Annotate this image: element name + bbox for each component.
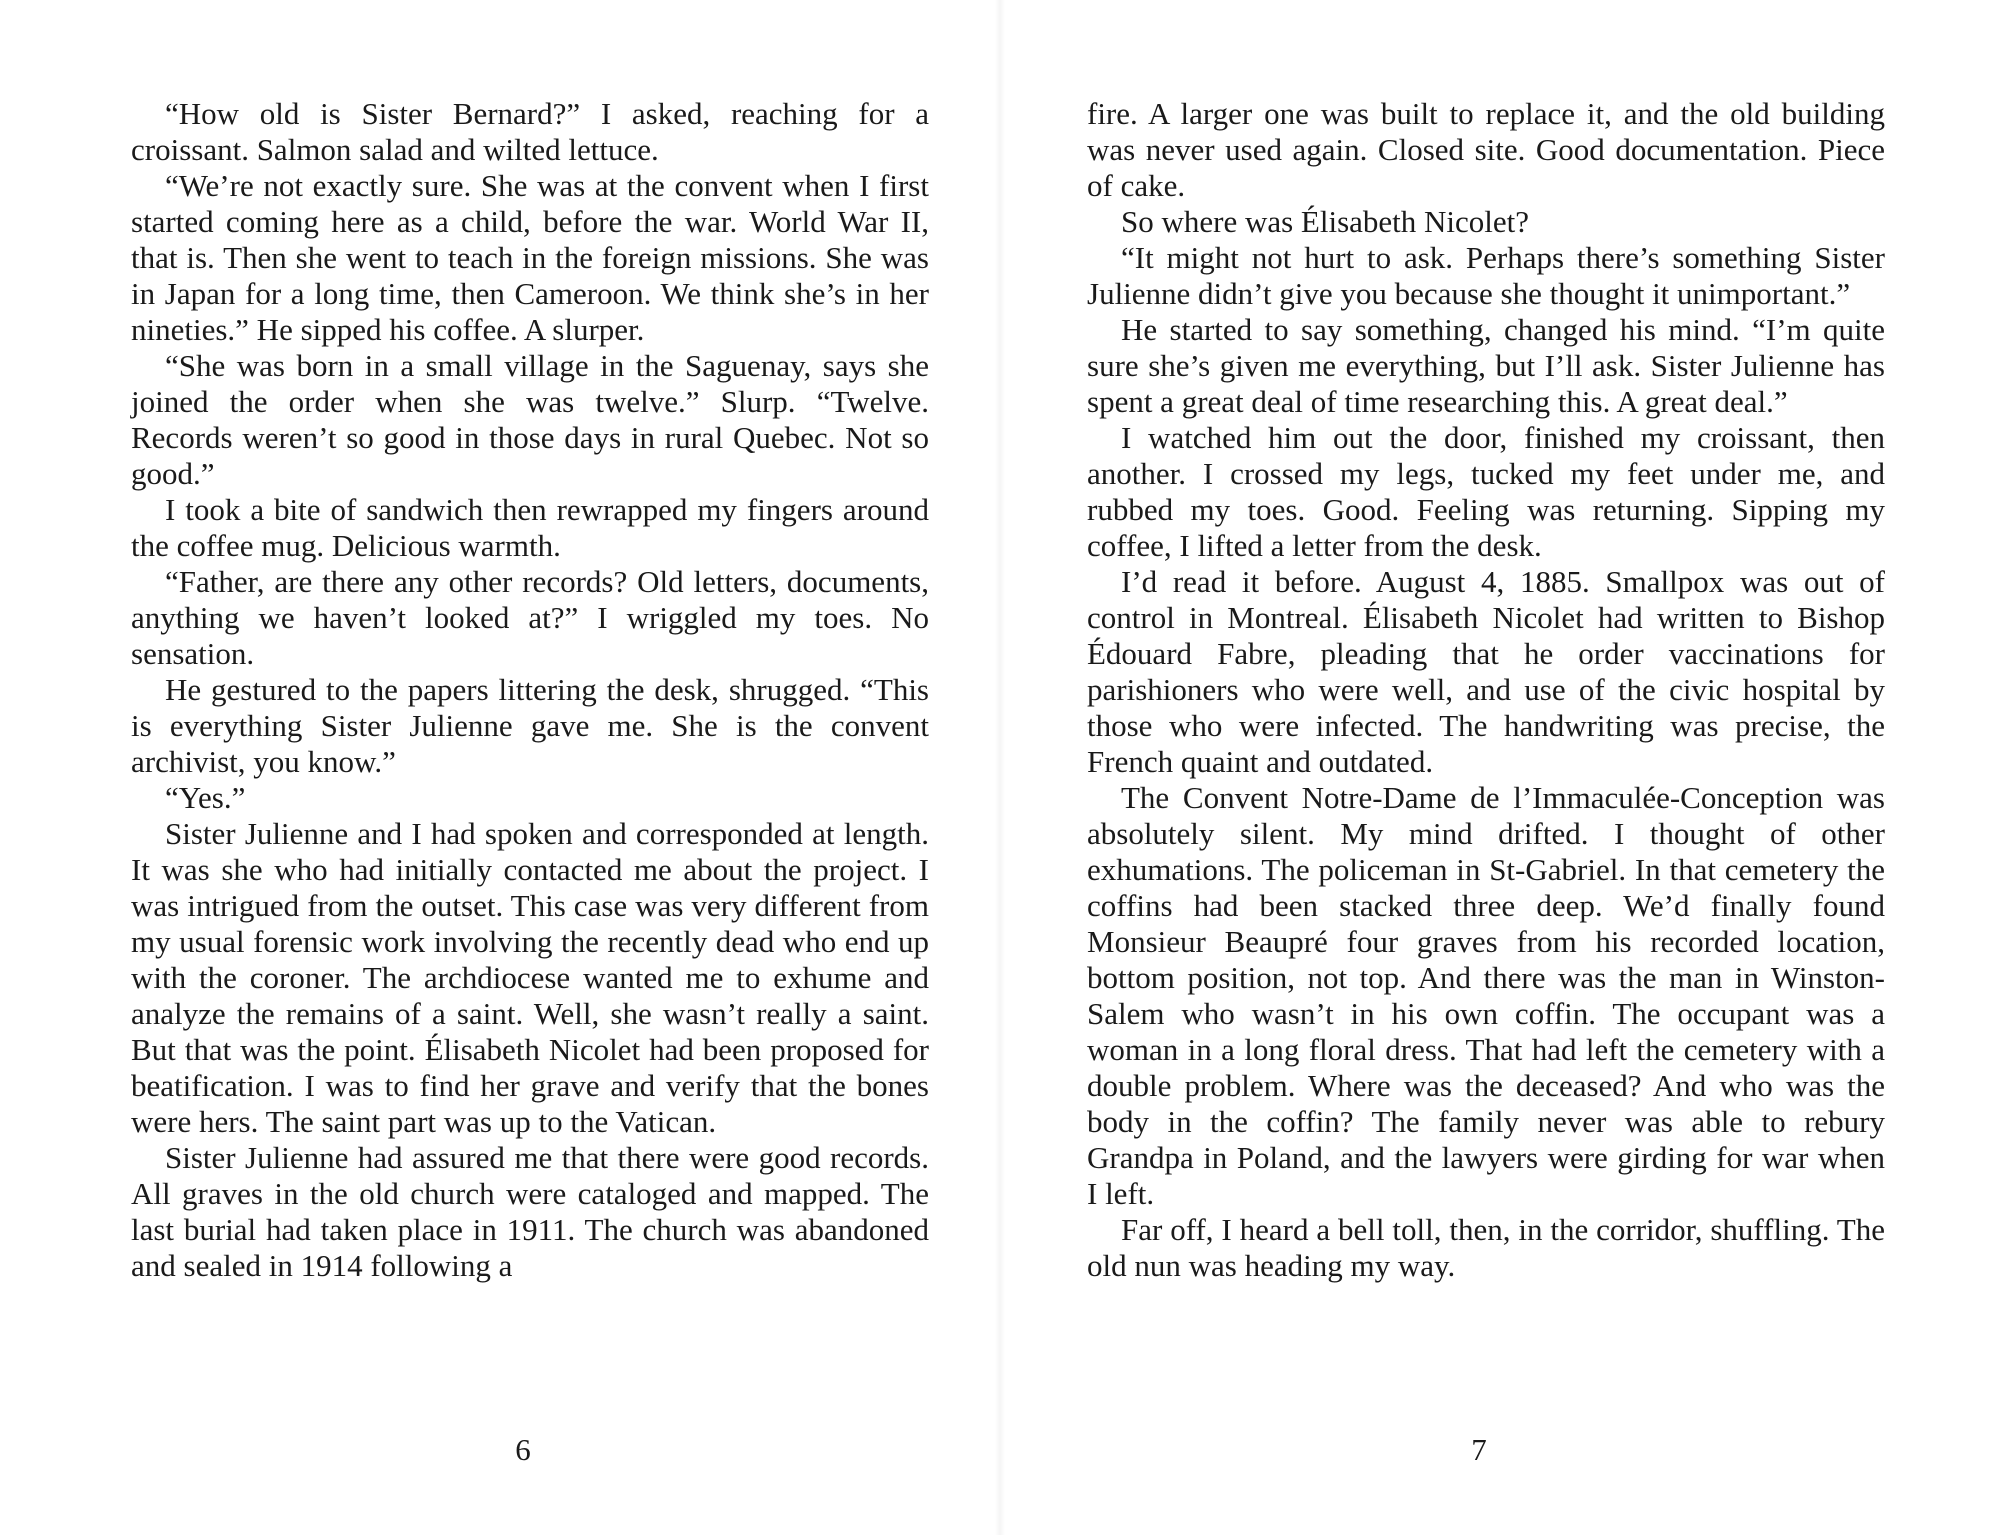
left-paragraph-2: “We’re not exactly sure. She was at the convent when I first started coming here as a child, before the war. World War II, that is. Then she went to teach in the foreign missions. She was in Japan for a long time, then Cameroon. We think she’s in her nineties.” He sipped his coffee. A slurper. <box>131 168 929 347</box>
left-paragraph-8: Sister Julienne and I had spoken and corresponded at length. It was she who had initially contacted me about the project. I was intrigued from the outset. This case was very different from my usual forensic work involving the recently dead who end up with the coroner. The archdiocese wanted me to exhume and analyze the remains of a saint. Well, she wasn’t really a saint. But that was the point. Élisabeth Nicolet had been proposed for beatification. I was to find her grave and verify that the bones were hers. The saint part was up to the Vatican. <box>131 816 929 1139</box>
gutter <box>995 0 1005 1535</box>
right-page-number: 7 <box>1471 1432 1487 1467</box>
left-paragraph-1: “How old is Sister Bernard?” I asked, reaching for a croissant. Salmon salad and wilted lettuce. <box>131 96 929 167</box>
left-paragraph-9: Sister Julienne had assured me that there were good records. All graves in the old church were cataloged and mapped. The last burial had taken place in 1911. The church was abandoned and sealed in 1914 following a <box>131 1140 929 1283</box>
right-paragraph-5: I watched him out the door, finished my croissant, then another. I crossed my legs, tucked my feet under me, and rubbed my toes. Good. Feeling was returning. Sipping my coffee, I lifted a letter from the desk. <box>1087 420 1885 563</box>
right-paragraph-6: I’d read it before. August 4, 1885. Smallpox was out of control in Montreal. Élisabeth Nicolet had written to Bishop Édouard Fabre, pleading that he order vaccinations for parishioners who were well, and use of the civic hospital by those who were infected. The handwriting was precise, the French quaint and outdated. <box>1087 564 1885 779</box>
right-paragraph-8: Far off, I heard a bell toll, then, in the corridor, shuffling. The old nun was heading my way. <box>1087 1212 1885 1283</box>
left-paragraph-5: “Father, are there any other records? Old letters, documents, anything we haven’t looked at?” I wriggled my toes. No sensation. <box>131 564 929 671</box>
right-page <box>1087 96 1885 1284</box>
left-paragraph-6: He gestured to the papers littering the desk, shrugged. “This is everything Sister Julienne gave me. She is the convent archivist, you know.” <box>131 672 929 779</box>
right-paragraph-4: He started to say something, changed his mind. “I’m quite sure she’s given me everything, but I’ll ask. Sister Julienne has spent a great deal of time researching this. A great deal.” <box>1087 312 1885 419</box>
left-paragraph-3: “She was born in a small village in the Saguenay, says she joined the order when she was twelve.” Slurp. “Twelve. Records weren’t so good in those days in rural Quebec. Not so good.” <box>131 348 929 491</box>
left-paragraph-7: “Yes.” <box>165 780 246 815</box>
right-paragraph-7: The Convent Notre-Dame de l’Immaculée-Conception was absolutely silent. My mind drifted. I thought of other exhumations. The policeman in St-Gabriel. In that cemetery the coffins had been stacked three deep. We’d finally found Monsieur Beaupré four graves from his recorded location, bottom position, not top. And there was the man in Winston-Salem who wasn’t in his own coffin. The occupant was a woman in a long floral dress. That had left the cemetery with a double problem. Where was the deceased? And who was the body in the coffin? The family never was able to rebury Grandpa in Poland, and the lawyers were girding for war when I left. <box>1087 780 1885 1211</box>
left-paragraph-4: I took a bite of sandwich then rewrapped my fingers around the coffee mug. Delicious warmth. <box>131 492 929 563</box>
right-paragraph-2: So where was Élisabeth Nicolet? <box>1121 204 1530 239</box>
left-page-number: 6 <box>515 1432 531 1467</box>
left-page <box>131 96 929 1284</box>
right-paragraph-3: “It might not hurt to ask. Perhaps there’s something Sister Julienne didn’t give you because she thought it unimportant.” <box>1087 240 1885 311</box>
right-paragraph-1: fire. A larger one was built to replace it, and the old building was never used again. Closed site. Good documentation. Piece of cake. <box>1087 96 1885 203</box>
